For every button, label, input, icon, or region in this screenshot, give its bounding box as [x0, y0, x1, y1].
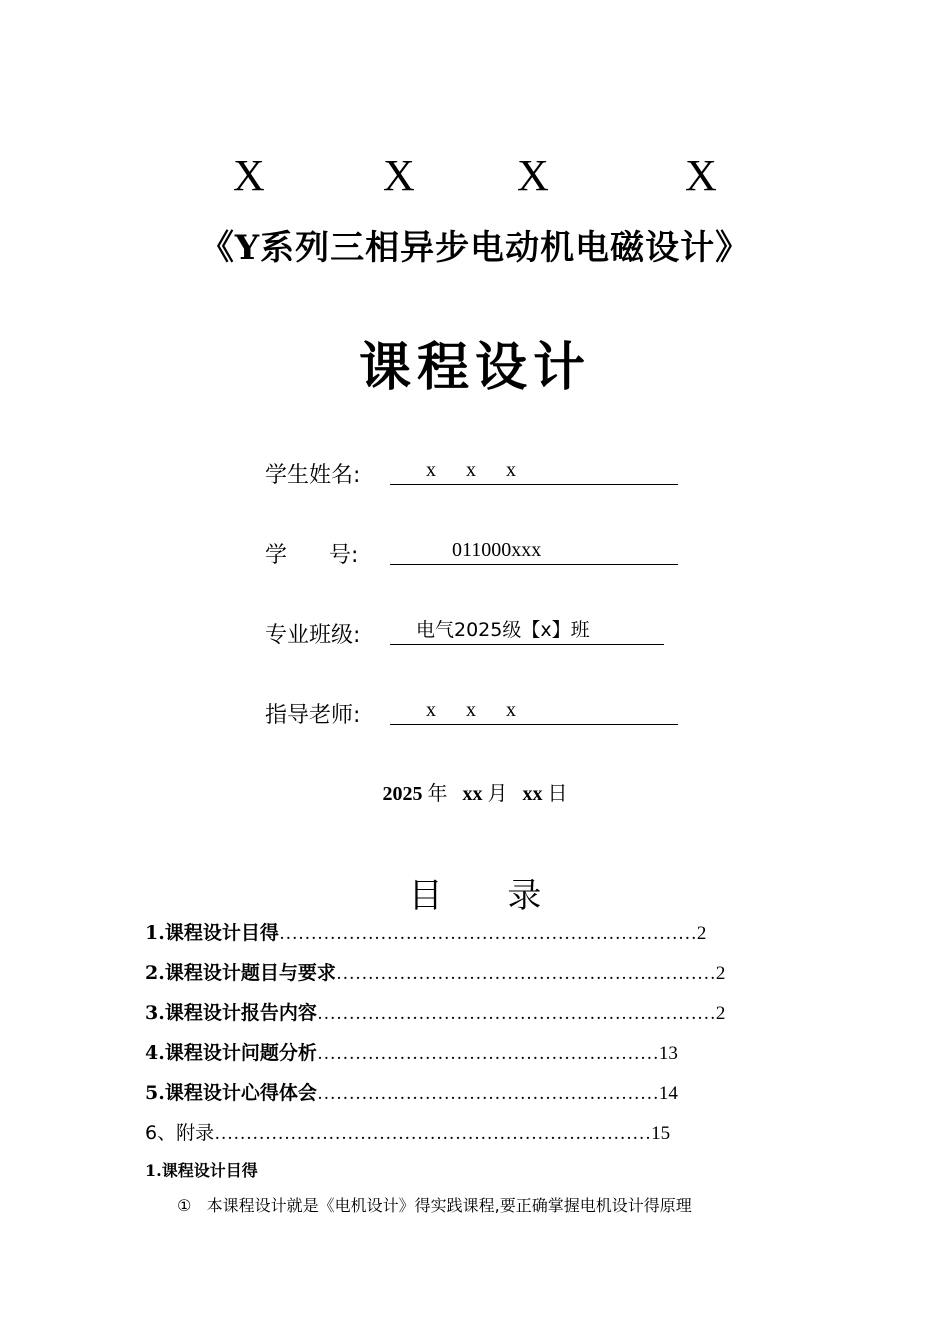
body-paragraph: ① 本课程设计就是《电机设计》得实践课程,要正确掌握电机设计得原理: [177, 1196, 692, 1215]
school-letter-2: X: [383, 151, 415, 200]
student-name-field: [390, 458, 678, 485]
class-field: [390, 618, 664, 645]
date-year: 2025: [382, 783, 423, 805]
school-letter-3: X: [517, 151, 549, 200]
class-value: 电气2025级【x】班: [416, 619, 590, 641]
toc-leader: ……………………………………………………………: [214, 1123, 652, 1144]
toc-page: 13: [658, 1043, 678, 1064]
advisor-value: x x x: [426, 699, 516, 721]
page-title: 课程设计: [358, 337, 591, 398]
section-heading: 1.课程设计目得: [145, 1161, 258, 1180]
toc-label: 2.课程设计题目与要求: [145, 962, 336, 984]
toc-page: 15: [651, 1123, 671, 1144]
toc-leader: ………………………………………………………: [316, 1003, 716, 1024]
course-subtitle: 《Y系列三相异步电动机电磁设计》: [199, 228, 751, 268]
toc-row[interactable]: [145, 1078, 678, 1104]
toc-label: 3.课程设计报告内容: [145, 1002, 317, 1024]
toc-label: 6、附录: [145, 1122, 215, 1144]
toc-row[interactable]: [145, 1118, 670, 1144]
toc-label: 1.课程设计目得: [145, 922, 279, 944]
toc-page: 2: [696, 923, 707, 944]
toc-row[interactable]: [145, 1038, 678, 1064]
toc-row[interactable]: [145, 958, 725, 984]
advisor-label: 指导老师:: [265, 703, 361, 728]
toc-leader: ……………………………………………………: [335, 963, 716, 984]
date-year-unit: 年: [427, 781, 448, 805]
date-month: xx: [462, 783, 483, 805]
toc-page: 2: [715, 963, 726, 984]
toc-leader: …………………………………………………………: [278, 923, 697, 944]
student-name-value: x x x: [426, 459, 516, 481]
school-letter-1: X: [233, 151, 265, 200]
student-id-label: 学 号:: [265, 543, 359, 568]
student-id-value: 011000xxx: [452, 539, 542, 561]
toc-label: 5.课程设计心得体会: [145, 1082, 317, 1104]
class-label: 专业班级:: [265, 623, 361, 648]
toc-row[interactable]: [145, 998, 725, 1024]
student-id-field: [390, 538, 678, 565]
toc-label: 4.课程设计问题分析: [145, 1042, 317, 1064]
date-day-unit: 日: [547, 781, 568, 805]
toc-title: 目 录: [408, 876, 542, 916]
school-name: [0, 150, 950, 210]
toc-leader: ………………………………………………: [316, 1083, 659, 1104]
cover-date: [0, 777, 950, 806]
toc-page: 2: [715, 1003, 726, 1024]
toc-row[interactable]: [145, 918, 706, 944]
toc-leader: ………………………………………………: [316, 1043, 659, 1064]
date-month-unit: 月: [487, 781, 508, 805]
school-letter-4: X: [685, 151, 717, 200]
date-day: xx: [522, 783, 543, 805]
student-name-label: 学生姓名:: [265, 463, 361, 488]
advisor-field: [390, 698, 678, 725]
toc-page: 14: [658, 1083, 678, 1104]
